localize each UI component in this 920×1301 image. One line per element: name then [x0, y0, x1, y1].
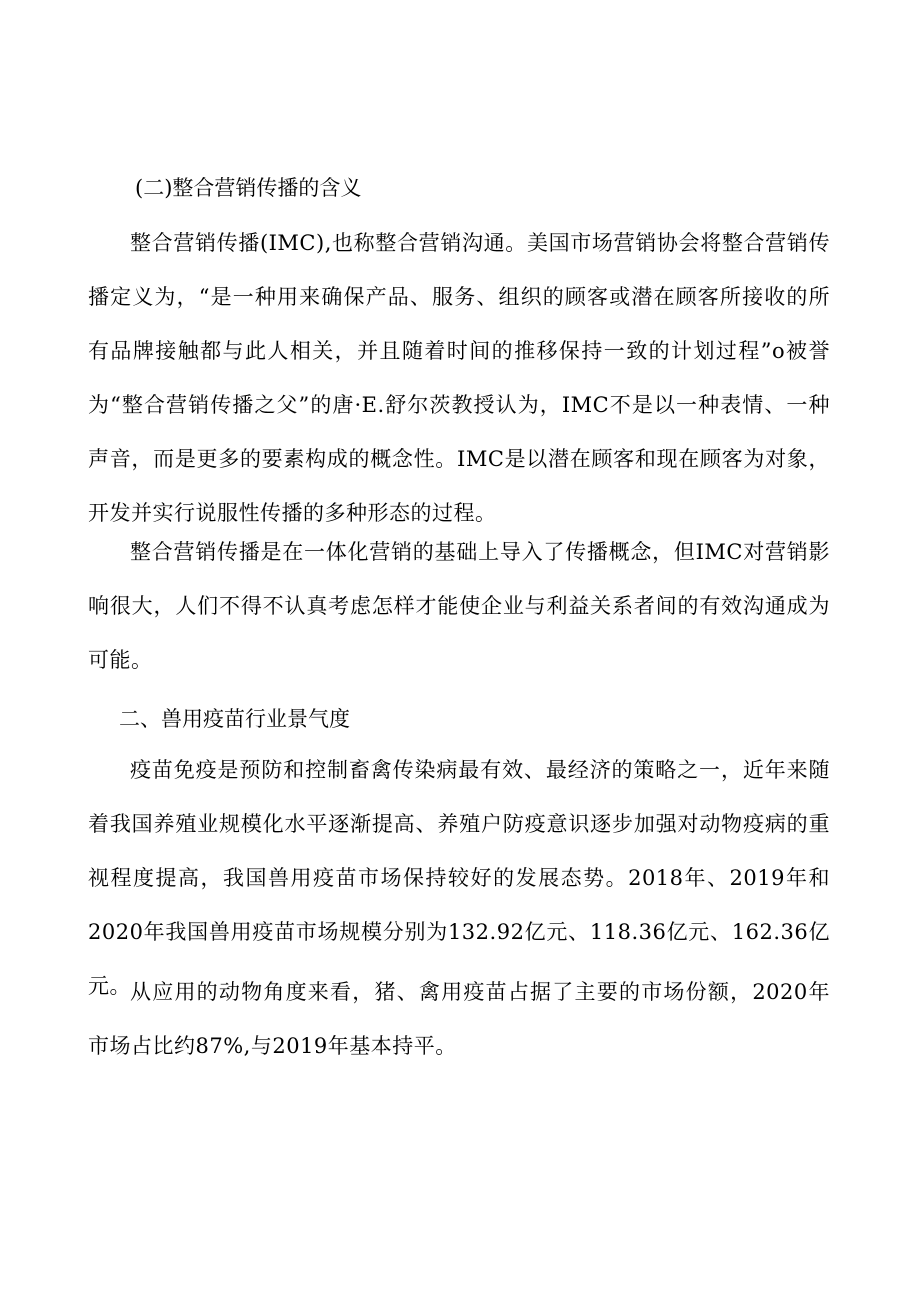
section-heading-vaccine-industry: 二、兽用疫苗行业景气度 [119, 707, 350, 731]
section-heading-imc-meaning: (二)整合营销传播的含义 [135, 176, 362, 200]
paragraph-imc-impact: 整合营销传播是在一体化营销的基础上导入了传播概念，但IMC对营销影响很大，人们不得不认真考虑怎样才能使企业与利益关系者间的有效沟通成为可能。 [88, 540, 830, 672]
paragraph-vaccine-share: 从应用的动物角度来看，猪、禽用疫苗占据了主要的市场份额，2020年市场占比约87%,与2019年基本持平。 [88, 980, 830, 1058]
paragraph-vaccine-market: 疫苗免疫是预防和控制畜禽传染病最有效、最经济的策略之一，近年来随着我国养殖业规模化水平逐渐提高、养殖户防疫意识逐步加强对动物疫病的重视程度提高，我国兽用疫苗市场保持较好的发展态势。2018年、2019年和2020年我国兽用疫苗市场规模分别为132.92亿元、118.36亿元、162.36亿元。 [88, 758, 830, 998]
paragraph-imc-definition: 整合营销传播(IMC),也称整合营销沟通。美国市场营销协会将整合营销传播定义为，“是一种用来确保产品、服务、组织的顾客或潜在顾客所接收的所有品牌接触都与此人相关，并且随着时间的推移保持一致的计划过程”o被誉为“整合营销传播之父”的唐·E.舒尔茨教授认为，IMC不是以一种表情、一种声音，而是更多的要素构成的概念性。IMC是以潜在顾客和现在顾客为对象，开发并实行说服性传播的多种形态的过程。 [88, 231, 830, 525]
